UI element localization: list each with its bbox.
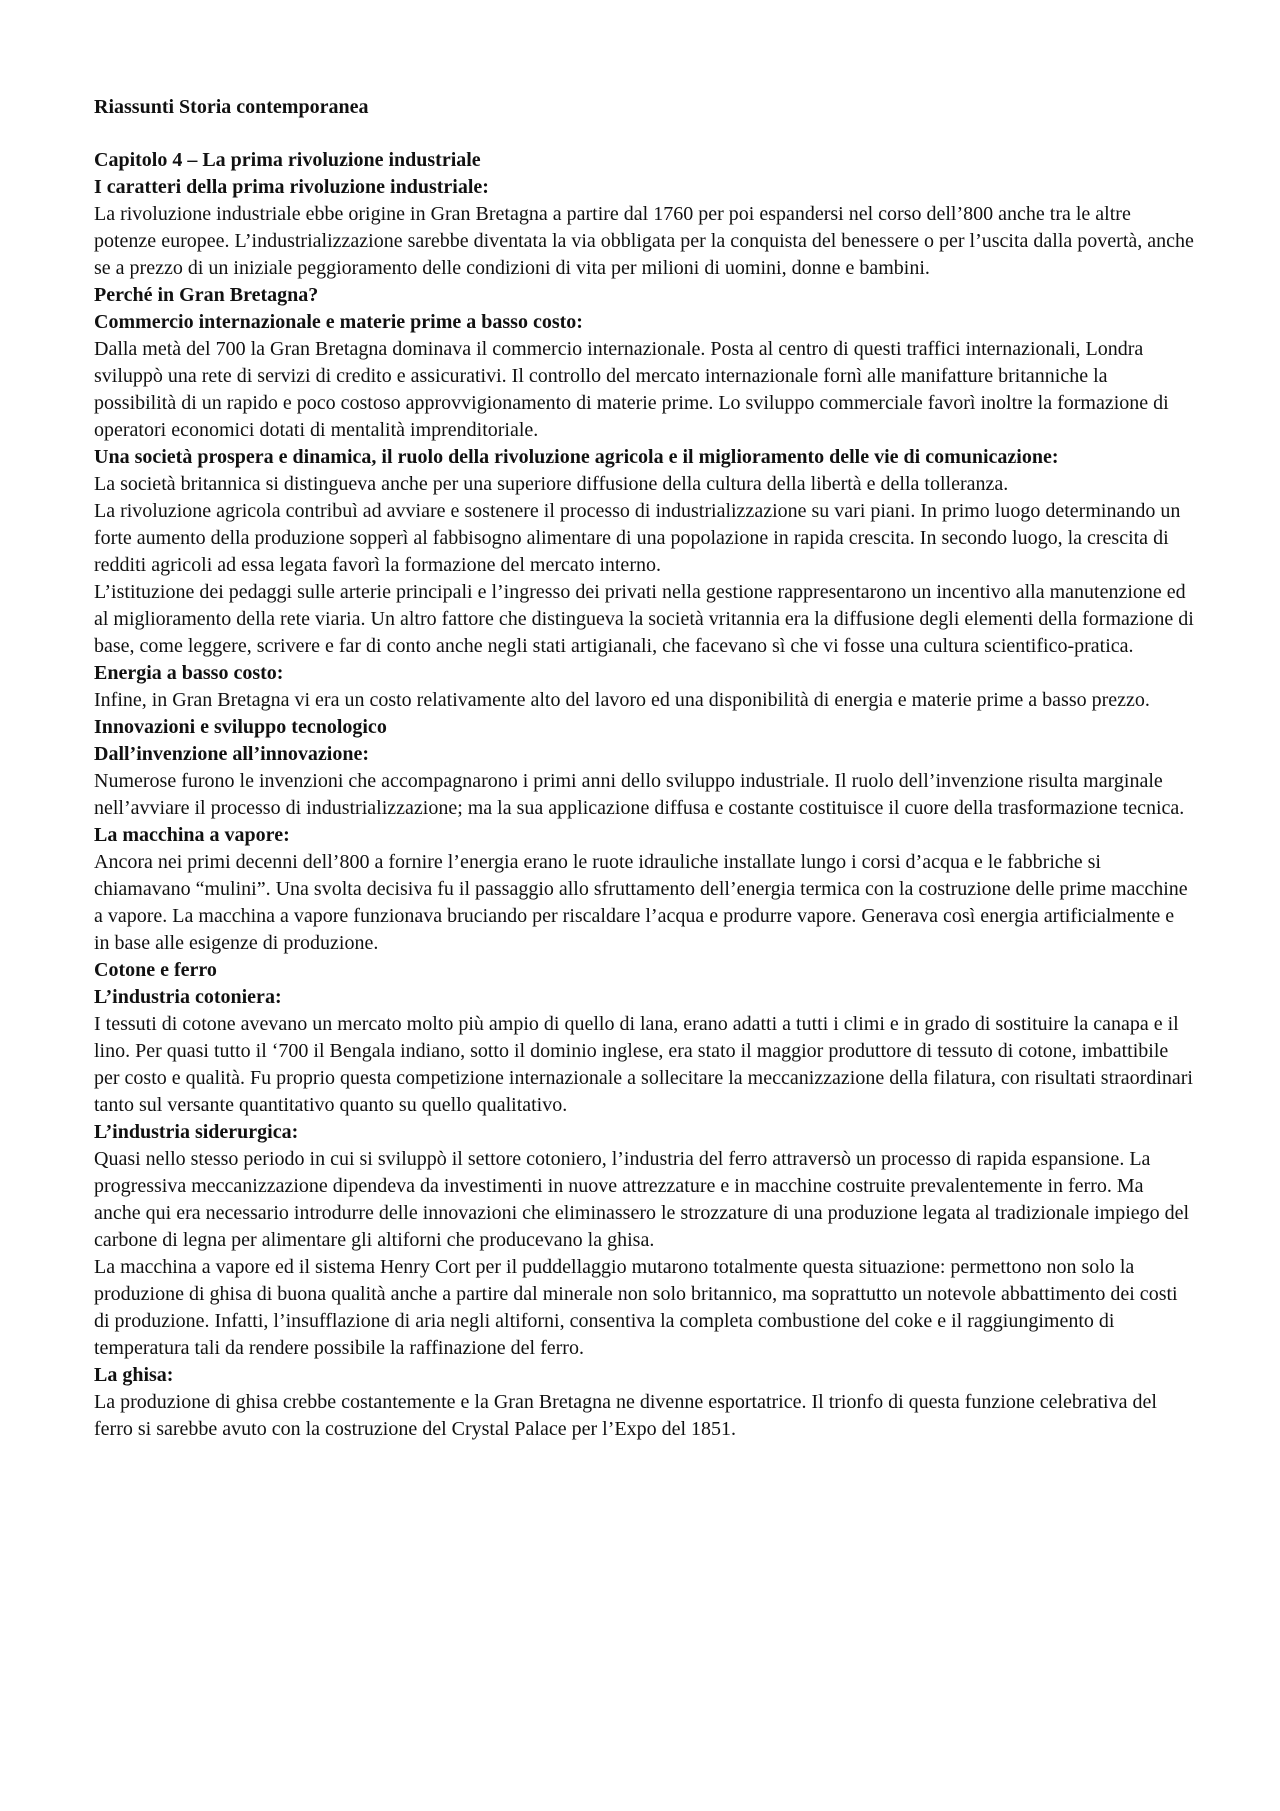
paragraph: I tessuti di cotone avevano un mercato molto più ampio di quello di lana, erano adatti a tutti i climi e in grado di sostituire la canapa e il lino. Per quasi tutto il ‘700 il Bengala indiano, sotto il dominio inglese, era stato il maggior produttore di tessuto di cotone, imbattibile per costo e qualità. Fu proprio questa competizione internazionale a sollecitare la meccanizzazione della filatura, con risultati straordinari tanto sul versante quantitativo quanto su quello qualitativo. xyxy=(94,1013,1193,1116)
section-heading: Una società prospera e dinamica, il ruolo della rivoluzione agricola e il miglioramento delle vie di comunicazione: xyxy=(94,446,1059,468)
paragraph: Dalla metà del 700 la Gran Bretagna dominava il commercio internazionale. Posta al centro di questi traffici internazionali, Londra sviluppò una rete di servizi di credito e assicurativi. Il controllo del mercato internazionale fornì alle manifatture britanniche la possibilità di un rapido e poco costoso approvvigionamento di materie prime. Lo sviluppo commerciale favorì inoltre la formazione di operatori economici dotati di mentalità imprenditoriale. xyxy=(94,338,1169,441)
section-heading: I caratteri della prima rivoluzione industriale: xyxy=(94,176,489,198)
paragraph: La produzione di ghisa crebbe costantemente e la Gran Bretagna ne divenne esportatrice. Il trionfo di questa funzione celebrativa del ferro si sarebbe avuto con la costruzione del Crystal Palace per l’Expo del 1851. xyxy=(94,1391,1157,1440)
section-heading: Commercio internazionale e materie prime a basso costo: xyxy=(94,311,583,333)
chapter-title: Capitolo 4 – La prima rivoluzione industriale xyxy=(94,149,481,171)
section-heading: L’industria siderurgica: xyxy=(94,1121,299,1143)
paragraph: Infine, in Gran Bretagna vi era un costo relativamente alto del lavoro ed una disponibilità di energia e materie prime a basso prezzo. xyxy=(94,689,1150,711)
document-page xyxy=(94,94,1194,1443)
section-heading: Dall’invenzione all’innovazione: xyxy=(94,743,369,765)
section-heading: Cotone e ferro xyxy=(94,959,217,981)
document-title: Riassunti Storia contemporanea xyxy=(94,96,369,118)
section-heading: Energia a basso costo: xyxy=(94,662,284,684)
section-heading: La macchina a vapore: xyxy=(94,824,290,846)
paragraph: La macchina a vapore ed il sistema Henry Cort per il puddellaggio mutarono totalmente questa situazione: permettono non solo la produzione di ghisa di buona qualità anche a partire dal minerale non solo britannico, ma soprattutto un notevole abbattimento dei costi di produzione. Infatti, l’insufflazione di aria negli altiforni, consentiva la completa combustione del coke e il raggiungimento di temperatura tali da rendere possibile la raffinazione del ferro. xyxy=(94,1256,1178,1359)
section-heading: Perché in Gran Bretagna? xyxy=(94,284,319,306)
paragraph: Numerose furono le invenzioni che accompagnarono i primi anni dello sviluppo industriale. Il ruolo dell’invenzione risulta marginale nell’avviare il processo di industrializzazione; ma la sua applicazione diffusa e costante costituisce il cuore della trasformazione tecnica. xyxy=(94,770,1185,819)
section-heading: La ghisa: xyxy=(94,1364,174,1386)
paragraph: Quasi nello stesso periodo in cui si sviluppò il settore cotoniero, l’industria del ferro attraversò un processo di rapida espansione. La progressiva meccanizzazione dipendeva da investimenti in nuove attrezzature e in macchine costruite prevalentemente in ferro. Ma anche qui era necessario introdurre delle innovazioni che eliminassero le strozzature di una produzione legata al tradizionale impiego del carbone di legna per alimentare gli altiforni che producevano la ghisa. xyxy=(94,1148,1190,1251)
paragraph: La rivoluzione agricola contribuì ad avviare e sostenere il processo di industrializzazione su vari piani. In primo luogo determinando un forte aumento della produzione sopperì al fabbisogno alimentare di una popolazione in rapida crescita. In secondo luogo, la crescita di redditi agricoli ad essa legata favorì la formazione del mercato interno. xyxy=(94,500,1181,576)
paragraph: Ancora nei primi decenni dell’800 a fornire l’energia erano le ruote idrauliche installate lungo i corsi d’acqua e le fabbriche si chiamavano “mulini”. Una svolta decisiva fu il passaggio allo sfruttamento dell’energia termica con la costruzione delle prime macchine a vapore. La macchina a vapore funzionava bruciando per riscaldare l’acqua e produrre vapore. Generava così energia artificialmente e in base alle esigenze di produzione. xyxy=(94,851,1188,954)
section-heading: Innovazioni e sviluppo tecnologico xyxy=(94,716,387,738)
paragraph: L’istituzione dei pedaggi sulle arterie principali e l’ingresso dei privati nella gestione rappresentarono un incentivo alla manutenzione ed al miglioramento della rete viaria. Un altro fattore che distingueva la società vritannia era la diffusione degli elementi della formazione di base, come leggere, scrivere e far di conto anche negli stati artigianali, che facevano sì che vi fosse una cultura scientifico-pratica. xyxy=(94,581,1194,657)
paragraph: La società britannica si distingueva anche per una superiore diffusione della cultura della libertà e della tolleranza. xyxy=(94,473,1009,495)
section-heading: L’industria cotoniera: xyxy=(94,986,282,1008)
paragraph: La rivoluzione industriale ebbe origine in Gran Bretagna a partire dal 1760 per poi espandersi nel corso dell’800 anche tra le altre potenze europee. L’industrializzazione sarebbe diventata la via obbligata per la conquista del benessere o per l’uscita dalla povertà, anche se a prezzo di un iniziale peggioramento delle condizioni di vita per milioni di uomini, donne e bambini. xyxy=(94,203,1194,279)
